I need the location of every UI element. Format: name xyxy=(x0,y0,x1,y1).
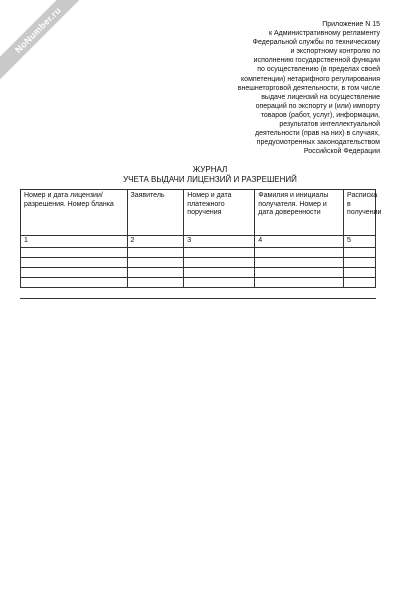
column-number: 3 xyxy=(184,236,255,248)
watermark-text: NoNumber.ru xyxy=(0,0,100,92)
annex-line: исполнению государственной функции xyxy=(253,57,380,65)
annex-line: деятельности (прав на них) в случаях, xyxy=(255,130,380,138)
annex-line: товаров (работ, услуг), информации, xyxy=(260,111,380,119)
table-cell[interactable] xyxy=(184,247,255,257)
table-cell[interactable] xyxy=(21,247,128,257)
table-cell[interactable] xyxy=(127,267,184,277)
journal-title-line2: УЧЕТА ВЫДАЧИ ЛИЦЕНЗИЙ И РАЗРЕШЕНИЙ xyxy=(123,174,297,184)
footnote-divider xyxy=(20,298,376,299)
column-header: Номер и дата лицензии/разрешения. Номер бланка xyxy=(21,190,128,236)
table-cell[interactable] xyxy=(127,247,184,257)
table-cell[interactable] xyxy=(21,267,128,277)
annex-line: Федеральной службы по техническому xyxy=(252,39,380,47)
annex-line: операций по экспорту и (или) импорту xyxy=(255,102,380,110)
journal-table xyxy=(20,189,382,288)
annex-line: по осуществлению (в пределах своей xyxy=(257,66,380,74)
annex-line: внешнеторговой деятельности, в том числе xyxy=(237,84,380,92)
table-cell[interactable] xyxy=(127,257,184,267)
annex-line: Российской Федерации xyxy=(303,148,380,156)
table-cell[interactable] xyxy=(255,267,344,277)
annex-line: предусмотренных законодательством xyxy=(256,139,380,147)
table-cell[interactable] xyxy=(21,257,128,267)
annex-line: и экспортному контролю по xyxy=(290,48,380,56)
table-header-row xyxy=(21,190,376,236)
table-cell[interactable] xyxy=(255,257,344,267)
table-row xyxy=(21,257,376,267)
table-cell[interactable] xyxy=(255,247,344,257)
table-row xyxy=(21,277,376,287)
table-cell[interactable] xyxy=(184,267,255,277)
annex-line: к Административному регламенту xyxy=(268,30,380,38)
table-cell[interactable] xyxy=(344,267,376,277)
table-cell[interactable] xyxy=(255,277,344,287)
journal-title xyxy=(0,165,420,184)
annex-line: выдаче лицензий на осуществление xyxy=(261,93,380,101)
column-number: 4 xyxy=(255,236,344,248)
table-cell[interactable] xyxy=(184,257,255,267)
annex-line: компетенции) нетарифного регулирования xyxy=(241,75,380,83)
annex-line: результатов интеллектуальной xyxy=(279,121,380,129)
column-header: Фамилия и инициалы получателя. Номер и дата доверенности xyxy=(255,190,344,236)
table-cell[interactable] xyxy=(344,247,376,257)
column-header: Заявитель xyxy=(127,190,184,236)
column-number: 5 xyxy=(344,236,376,248)
column-header: Номер и дата платежного поручения xyxy=(184,190,255,236)
annex-line: Приложение N 15 xyxy=(322,21,380,28)
table-row xyxy=(21,247,376,257)
column-number: 2 xyxy=(127,236,184,248)
table-cell[interactable] xyxy=(184,277,255,287)
table-cell[interactable] xyxy=(21,277,128,287)
table-row xyxy=(21,267,376,277)
table-cell[interactable] xyxy=(127,277,184,287)
watermark xyxy=(0,0,92,92)
column-header: Расписка в получении xyxy=(344,190,376,236)
column-number: 1 xyxy=(21,236,128,248)
table-cell[interactable] xyxy=(344,277,376,287)
table-cell[interactable] xyxy=(344,257,376,267)
journal-title-line1: ЖУРНАЛ xyxy=(192,165,228,174)
annex-block xyxy=(180,20,380,156)
column-number-row xyxy=(21,236,376,248)
